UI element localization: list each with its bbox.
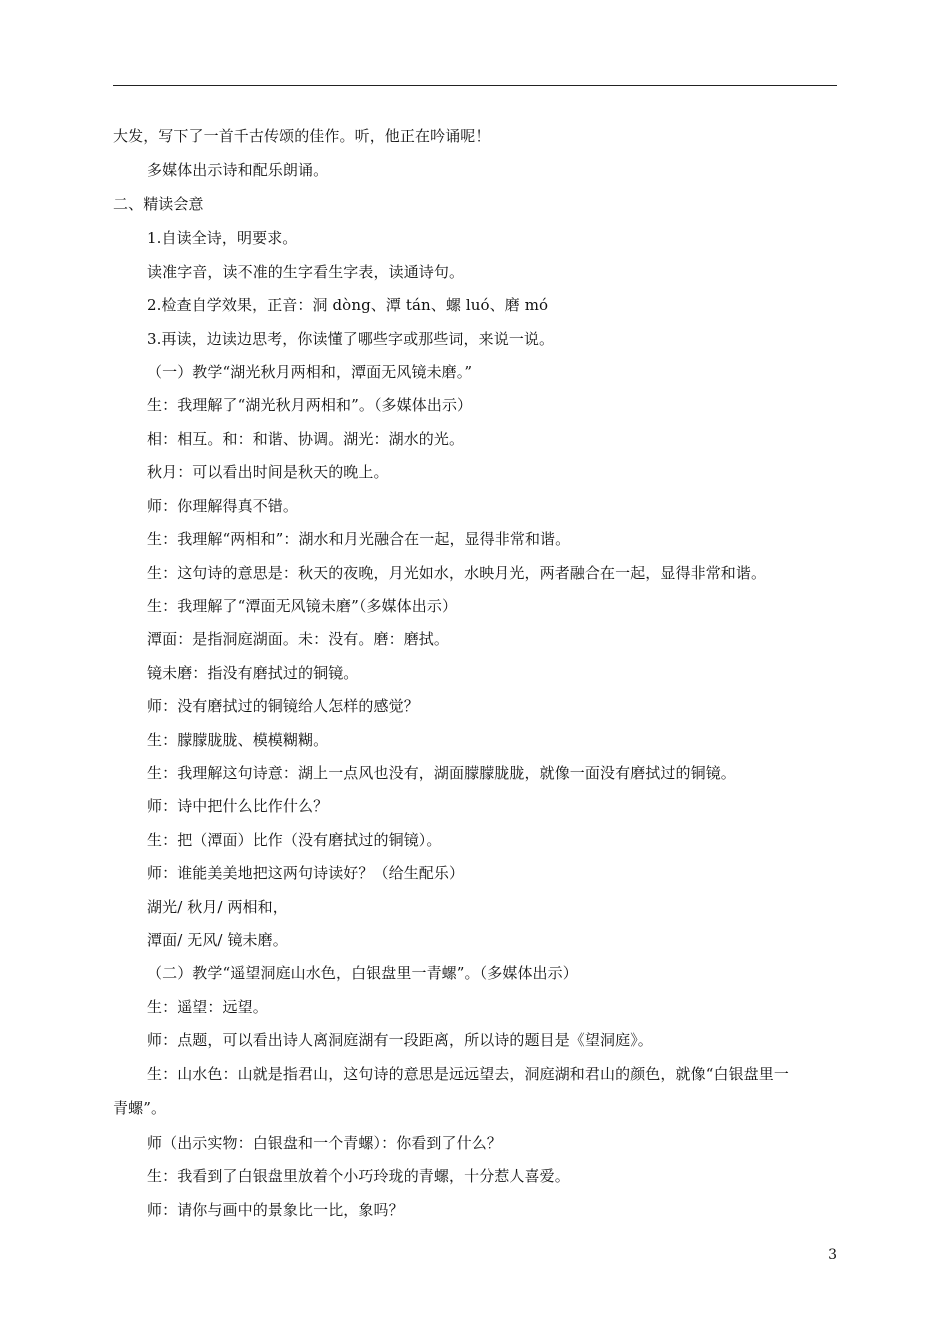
text-line: 2.检查自学效果，正音：洞 dòng、潭 tán、螺 luó、磨 mó — [147, 296, 549, 314]
text-line: 1.自读全诗，明要求。 — [147, 229, 298, 247]
poem-line: 湖光/ 秋月/ 两相和， — [147, 898, 288, 916]
text-line: 师：谁能美美地把这两句诗读好？（给生配乐） — [147, 864, 465, 882]
text-line: 生：把（潭面）比作（没有磨拭过的铜镜）。 — [147, 831, 442, 849]
text-line: 镜未磨：指没有磨拭过的铜镜。 — [147, 664, 359, 682]
text-line: 生：我理解了“潭面无风镜未磨”（多媒体出示） — [147, 597, 458, 615]
subsection-heading: （一）教学“湖光秋月两相和，潭面无风镜未磨。” — [147, 363, 473, 381]
text-line: 秋月：可以看出时间是秋天的晚上。 — [147, 463, 389, 481]
text-line: 师：请你与画中的景象比一比，象吗？ — [147, 1201, 404, 1219]
text-line: 生：我理解这句诗意：湖上一点风也没有，湖面朦朦胧胧，就像一面没有磨拭过的铜镜。 — [147, 764, 736, 782]
text-line: 生：我理解了“湖光秋月两相和”。（多媒体出示） — [147, 396, 473, 414]
text-line: 3.再读，边读边思考，你读懂了哪些字或那些词，来说一说。 — [147, 330, 555, 348]
text-line: 生：我理解“两相和”：湖水和月光融合在一起，显得非常和谐。 — [147, 530, 571, 548]
text-line: 生：山水色：山就是指君山，这句诗的意思是远远望去，洞庭湖和君山的颜色，就像“白银盘里一 — [147, 1065, 789, 1083]
text-line: 生：这句诗的意思是：秋天的夜晚，月光如水，水映月光，两者融合在一起，显得非常和谐。 — [147, 564, 767, 582]
text-line: 生：朦朦胧胧、模模糊糊。 — [147, 731, 329, 749]
text-line: 相：相互。和：和谐、协调。湖光：湖水的光。 — [147, 430, 465, 448]
text-line: 大发，写下了一首千古传颂的佳作。听，他正在吟诵呢！ — [113, 127, 491, 145]
header-rule — [113, 85, 837, 86]
subsection-heading: （二）教学“遥望洞庭山水色，白银盘里一青螺”。（多媒体出示） — [147, 964, 578, 982]
text-line: 师：没有磨拭过的铜镜给人怎样的感觉？ — [147, 697, 419, 715]
text-line: 生：遥望：远望。 — [147, 998, 268, 1016]
text-line: 师（出示实物：白银盘和一个青螺）：你看到了什么？ — [147, 1134, 502, 1152]
text-line: 读准字音，读不准的生字看生字表，读通诗句。 — [147, 263, 465, 281]
text-line: 师：诗中把什么比作什么？ — [147, 797, 329, 815]
text-line: 潭面：是指洞庭湖面。未：没有。磨：磨拭。 — [147, 630, 450, 648]
poem-line: 潭面/ 无风/ 镜未磨。 — [147, 931, 288, 949]
text-line: 多媒体出示诗和配乐朗诵。 — [147, 161, 329, 179]
text-line: 师：点题，可以看出诗人离洞庭湖有一段距离，所以诗的题目是《望洞庭》。 — [147, 1031, 653, 1049]
text-line: 青螺”。 — [113, 1099, 167, 1117]
section-heading: 二、精读会意 — [113, 195, 204, 213]
text-line: 师：你理解得真不错。 — [147, 497, 299, 515]
page-number: 3 — [828, 1247, 837, 1263]
text-line: 生：我看到了白银盘里放着个小巧玲珑的青螺，十分惹人喜爱。 — [147, 1167, 570, 1185]
